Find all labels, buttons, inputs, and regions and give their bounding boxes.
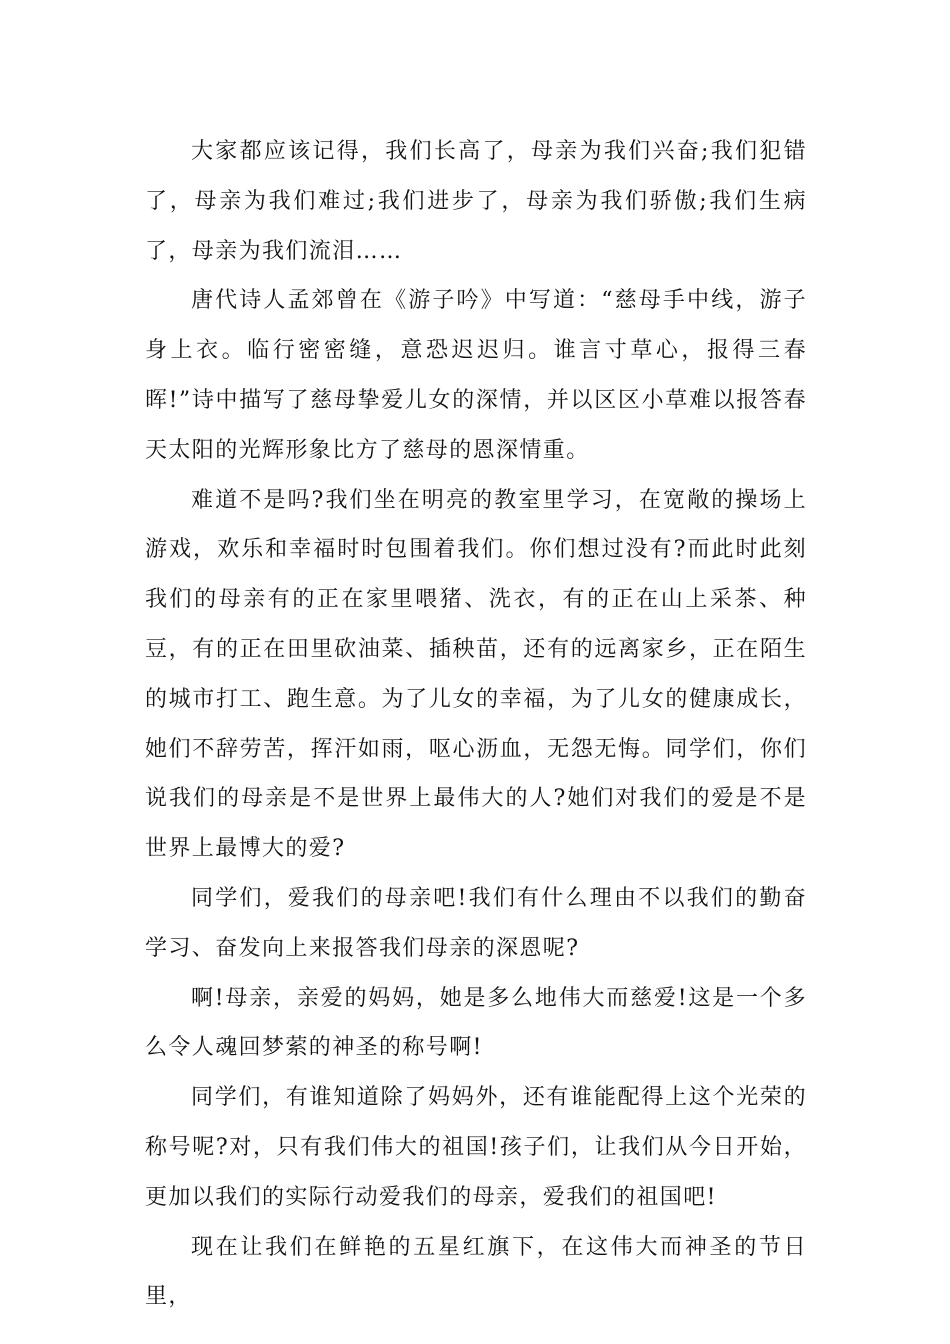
paragraph-7: 现在让我们在鲜艳的五星红旗下，在这伟大而神圣的节日里， [145, 1234, 807, 1310]
paragraph-5: 啊!母亲，亲爱的妈妈，她是多么地伟大而慈爱!这是一个多么令人魂回梦萦的神圣的称号啊! [145, 985, 807, 1061]
paragraph-6: 同学们，有谁知道除了妈妈外，还有谁能配得上这个光荣的称号呢?对，只有我们伟大的祖国!孩子们，让我们从今日开始，更加以我们的实际行动爱我们的母亲，爱我们的祖国吧! [145, 1085, 807, 1210]
paragraph-1: 大家都应该记得，我们长高了，母亲为我们兴奋;我们犯错了，母亲为我们难过;我们进步了，母亲为我们骄傲;我们生病了，母亲为我们流泪…… [145, 139, 807, 264]
paragraph-2: 唐代诗人孟郊曾在《游子吟》中写道：“慈母手中线，游子身上衣。临行密密缝，意恐迟迟归。谁言寸草心，报得三春晖!”诗中描写了慈母挚爱儿女的深情，并以区区小草难以报答春天太阳的光辉形象比方了慈母的恩深情重。 [145, 288, 807, 463]
document-body [145, 127, 807, 1322]
paragraph-4: 同学们，爱我们的母亲吧!我们有什么理由不以我们的勤奋学习、奋发向上来报答我们母亲的深恩呢? [145, 885, 807, 961]
paragraph-3: 难道不是吗?我们坐在明亮的教室里学习，在宽敞的操场上游戏，欢乐和幸福时时包围着我们。你们想过没有?而此时此刻我们的母亲有的正在家里喂猪、洗衣，有的正在山上采茶、种豆，有的正在田里砍油菜、插秧苗，还有的远离家乡，正在陌生的城市打工、跑生意。为了儿女的幸福，为了儿女的健康成长，她们不辞劳苦，挥汗如雨，呕心沥血，无怨无悔。同学们，你们说我们的母亲是不是世界上最伟大的人?她们对我们的爱是不是世界上最博大的爱? [145, 487, 807, 862]
